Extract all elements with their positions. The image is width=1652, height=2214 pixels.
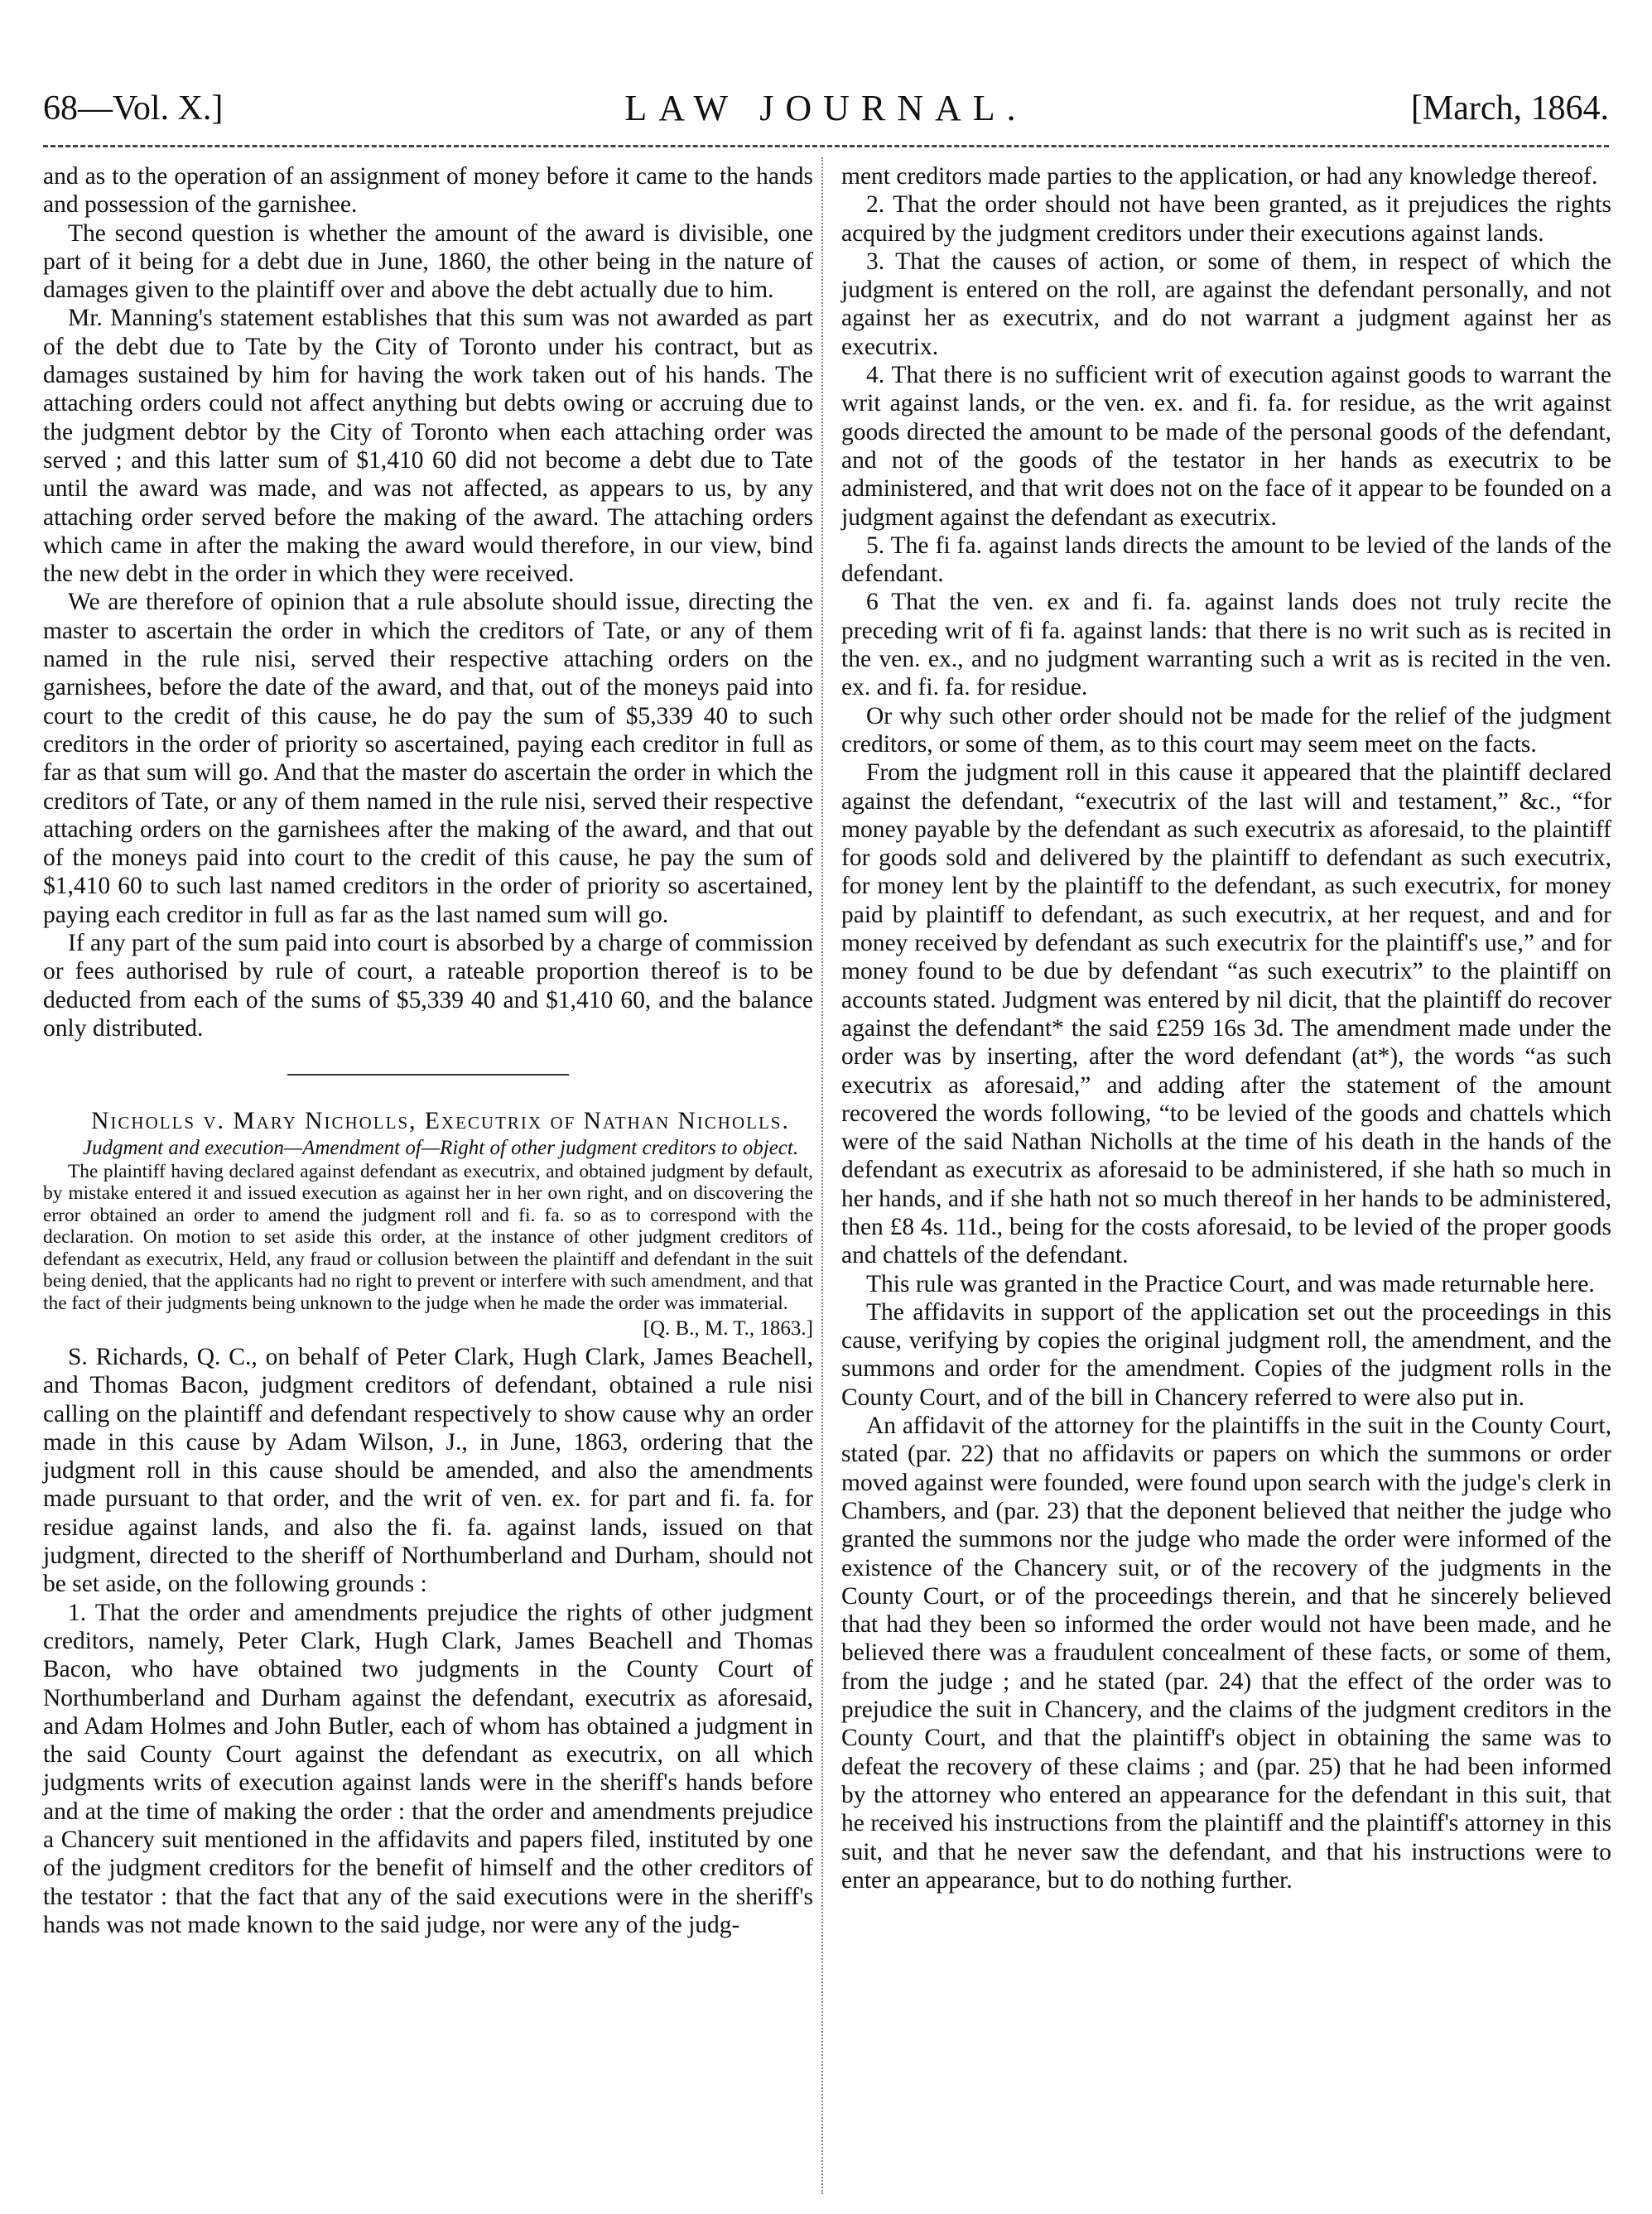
- column-divider: [821, 157, 823, 2194]
- paragraph: 1. That the order and amendments prejudice the rights of other judgment creditors, namely, Peter Clark, Hugh Clark, James Beachell and Thomas Bacon, who have obtained two judgments in the County Court of Northumberland and Durham against the defendant, executrix as aforesaid, and Adam Holmes and John Butler, each of whom has obtained a judgment in the said County Court against the defendant as executrix, on all which judgments writs of execution against lands were in the sheriff's hands before and at the time of making the order : that the order and amendments prejudice a Chancery suit mentioned in the affidavits and papers filed, instituted by one of the judgment creditors for the benefit of himself and the other creditors of the testator : that the fact that any of the said executions were in the sheriff's hands was not made known to the said judge, nor were any of the judg-: [43, 1599, 813, 1938]
- paragraph: 6 That the ven. ex and fi. fa. against lands does not truly recite the preceding writ of fi fa. against lands: that there is no writ such as is recited in the ven. ex., and no judgment warranting such a writ as is recited in the ven. ex. and fi. fa. for residue.: [841, 589, 1611, 701]
- page-volume-ref: 68—Vol. X.]: [43, 89, 224, 128]
- paragraph: The affidavits in support of the application set out the proceedings in this cause, verifying by copies the original judgment roll, the amendment, and the summons and order for the amendment. Copies of the judgment rolls in the County Court, and of the bill in Chancery referred to were also put in.: [841, 1298, 1611, 1411]
- case-citation: [Q. B., M. T., 1863.]: [643, 1316, 813, 1340]
- paragraph: Mr. Manning's statement establishes that this sum was not awarded as part of the debt due to Tate by the City of Toronto under his contract, but as damages sustained by him for having the work taken out of his hands. The attaching orders could not affect anything but debts owing or accruing due to the judgment debtor by the City of Toronto when each attaching order was served ; and this latter sum of $1,410 60 did not become a debt due to Tate until the award was made, and was not affected, as appears to us, by any attaching order served before the making of the award. The attaching orders which came in after the making the award would therefore, in our view, bind the new debt in the order in which they were received.: [43, 305, 813, 588]
- case-title: Nicholls v. Mary Nicholls, Executrix of Nathan Nicholls.: [91, 1108, 790, 1135]
- paragraph: ment creditors made parties to the application, or had any knowledge thereof.: [841, 163, 1598, 190]
- paragraph: 2. That the order should not have been granted, as it prejudices the rights acquired by the judgment creditors under their executions against lands.: [841, 191, 1611, 247]
- issue-date: [March, 1864.: [1410, 89, 1609, 128]
- paragraph: Or why such other order should not be made for the relief of the judgment creditors, or some of them, as to this court may seem meet on the facts.: [841, 702, 1611, 758]
- paragraph: The second question is whether the amount of the award is divisible, one part of it being for a debt due in June, 1860, the other being in the nature of damages given to the plaintiff over and above the debt actually due to him.: [43, 219, 813, 304]
- left-column: [43, 162, 813, 1939]
- paragraph: This rule was granted in the Practice Court, and was made returnable here.: [866, 1270, 1595, 1297]
- paragraph: 5. The fi fa. against lands directs the amount to be levied of the lands of the defendant.: [841, 532, 1611, 588]
- paragraph: 3. That the causes of action, or some of them, in respect of which the judgment is entered on the roll, are against the defendant personally, and not against her as executrix, and do not warrant a judgment against her as executrix.: [841, 248, 1611, 360]
- paragraph: and as to the operation of an assignment of money before it came to the hands and possession of the garnishee.: [43, 163, 813, 219]
- page-header: [43, 79, 1609, 137]
- case-subheading: Judgment and execution—Amendment of—Right of other judgment creditors to object.: [82, 1136, 799, 1159]
- section-rule: [287, 1074, 569, 1076]
- case-headnote: The plaintiff having declared against defendant as executrix, and obtained judgment by default, by mistake entered it and issued execution as against her in her own right, and on discovering the error obtained an order to amend the judgment roll and fi. fa. so as to correspond with the declaration. On motion to set aside this order, at the instance of other judgment creditors of defendant as executrix, Held, any fraud or collusion between the plaintiff and defendant in the suit being denied, that the applicants had no right to prevent or interfere with such amendment, and that the fact of their judgments being unknown to the judge when he made the order was immaterial.: [43, 1160, 813, 1315]
- right-column: [841, 162, 1611, 1894]
- journal-title: LAW JOURNAL.: [624, 88, 1028, 128]
- paragraph: 4. That there is no sufficient writ of execution against goods to warrant the writ against lands, or the ven. ex. and fi. fa. for residue, as the writ against goods directed the amount to be made of the personal goods of the defendant, and not of the goods of the testator in her hands as executrix to be administered, and that writ does not on the face of it appear to be founded on a judgment against the defendant as executrix.: [841, 362, 1611, 531]
- paragraph: If any part of the sum paid into court is absorbed by a charge of commission or fees authorised by rule of court, a rateable proportion thereof is to be deducted from each of the sums of $5,339 40 and $1,410 60, and the balance only distributed.: [43, 930, 813, 1042]
- header-rule: [43, 145, 1609, 147]
- paragraph: S. Richards, Q. C., on behalf of Peter Clark, Hugh Clark, James Beachell, and Thomas Bacon, judgment creditors of defendant, obtained a rule nisi calling on the plaintiff and defendant respectively to show cause why an order made in this cause by Adam Wilson, J., in June, 1863, ordering that the judgment roll in this cause should be amended, and also the amendments made pursuant to that order, and the writ of ven. ex. for part and fi. fa. for residue against lands, and also the fi. fa. against lands, issued on that judgment, directed to the sheriff of Northumberland and Durham, should not be set aside, on the following grounds :: [43, 1343, 813, 1598]
- paragraph: An affidavit of the attorney for the plaintiffs in the suit in the County Court, stated (par. 22) that no affidavits or papers on which the summons or order moved against were founded, were found upon search with the judge's clerk in Chambers, and (par. 23) that the deponent believed that neither the judge who granted the summons nor the judge who made the order were informed of the existence of the Chancery suit, or of the recovery of the judgments in the County Court, or of the proceedings therein, and that he sincerely believed that had they been so informed the order would not have been made, and he believed there was a fraudulent concealment of these facts, or some of them, from the judge ; and he stated (par. 24) that the effect of the order was to prejudice the suit in Chancery, and the claims of the judgment creditors in the County Court, and that the plaintiff's object in obtaining the same was to defeat the recovery of these claims ; and (par. 25) that he had been informed by the attorney who entered an appearance for the defendant in this suit, that he received his instructions from the plaintiff and the plaintiff's attorney in this suit, and that he never saw the defendant, and that his instructions were to enter an appearance, but to do nothing further.: [841, 1413, 1611, 1894]
- paragraph: We are therefore of opinion that a rule absolute should issue, directing the master to ascertain the order in which the creditors of Tate, or any of them named in the rule nisi, served their respective attaching orders on the garnishees, before the date of the award, and that, out of the moneys paid into court to the credit of this cause, he do pay the sum of $5,339 40 to such creditors in the order of priority so ascertained, paying each creditor in full as far as that sum will go. And that the master do ascertain the order in which the creditors of Tate, or any of them named in the rule nisi, served their respective attaching orders on the garnishees after the making of the award, and that out of the moneys paid into court to the credit of this cause, he pay the sum of $1,410 60 to such last named creditors in the order of priority so ascertained, paying each creditor in full as far as the last named sum will go.: [43, 589, 813, 928]
- paragraph: From the judgment roll in this cause it appeared that the plaintiff declared against the defendant, “executrix of the last will and testament,” &c., “for money payable by the defendant as such executrix as aforesaid, to the plaintiff for goods sold and delivered by the plaintiff to defendant as such executrix, for money lent by the plaintiff to the defendant, as such executrix, for money paid by plaintiff to defendant, as such executrix, at her request, and and for money received by defendant as such executrix for the plaintiff's use,” and for money found to be due by defendant “as such executrix” to the plaintiff on accounts stated. Judgment was entered by nil dicit, that the plaintiff do recover against the defendant* the said £259 16s 3d. The amendment made under the order was by inserting, after the word defendant (at*), the words “as such executrix as aforesaid,” and adding after the statement of the amount recovered the words following, “to be levied of the goods and chattels which were of the said Nathan Nicholls at the time of his death in the hands of the defendant as executrix as aforesaid to be administered, if she hath so much in her hands, and if she hath not so much thereof in her hands to be administered, then £8 4s. 11d., being for the costs aforesaid, to be levied of the proper goods and chattels of the defendant.: [841, 759, 1611, 1269]
